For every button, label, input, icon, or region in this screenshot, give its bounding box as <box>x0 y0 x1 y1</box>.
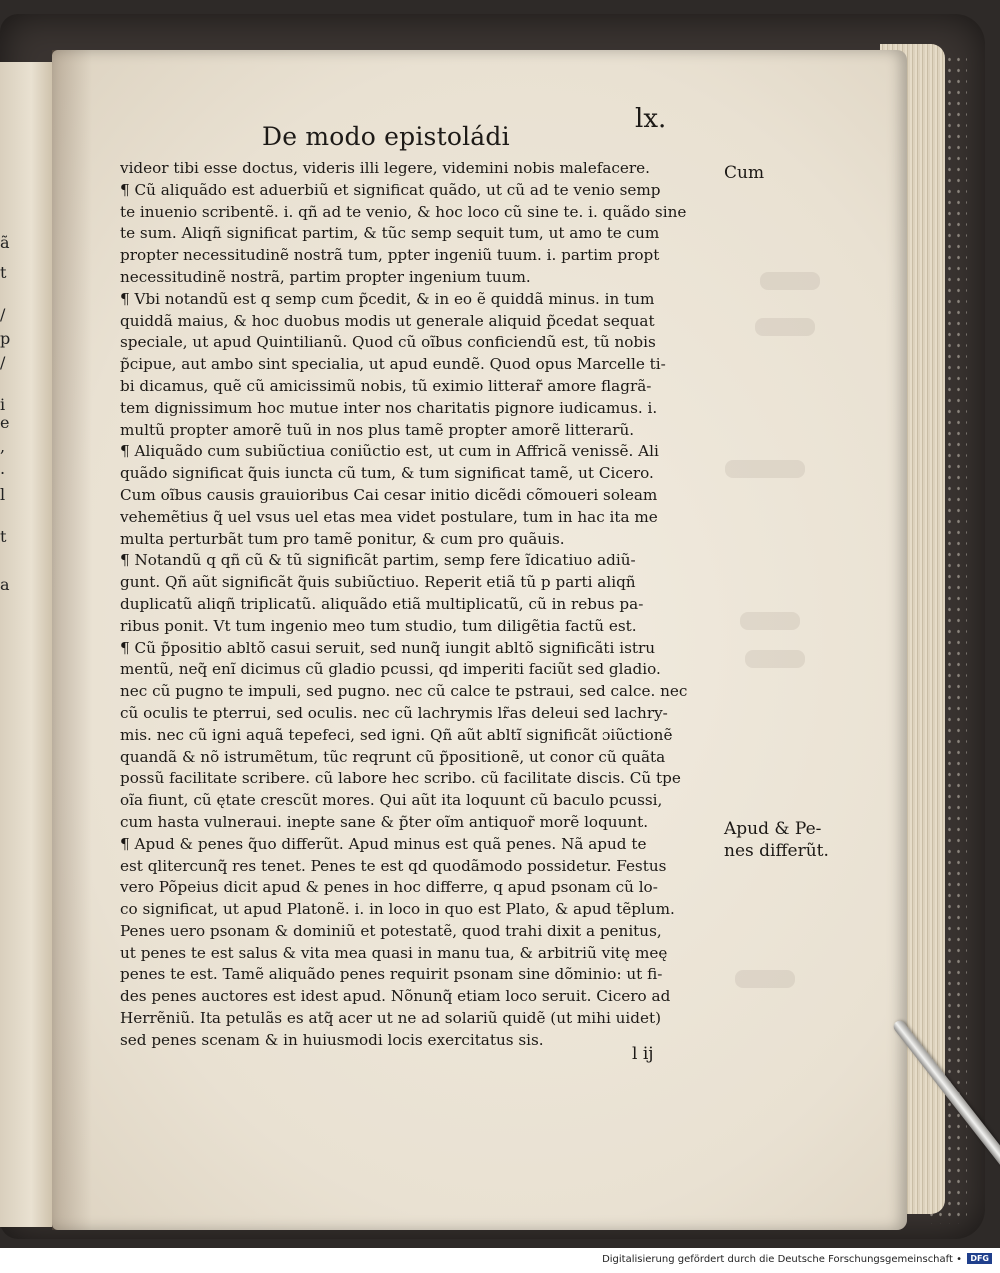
text-line: quiddã maius, & hoc duobus modis ut generale aliquid p̃cedat sequat <box>120 311 655 330</box>
left-page-fragment: e <box>0 413 10 432</box>
text-line: quandã & nõ istrumẽtum, tũc reqrunt cũ p̃positionẽ, ut conor cũ quãta <box>120 747 666 766</box>
margin-note-apud-penes-2: nes differũt. <box>724 841 829 861</box>
left-page-fragment: ã <box>0 233 10 252</box>
signature-mark: l ij <box>632 1044 654 1064</box>
show-through-ink <box>735 970 795 988</box>
text-line: multa perturbãt tum pro tamẽ ponitur, & cum pro quãuis. <box>120 529 565 548</box>
margin-note-apud-penes-1: Apud & Pe- <box>724 819 822 839</box>
text-line: est qlitercunq̃ res tenet. Penes te est qd quodãmodo possidetur. Festus <box>120 856 667 875</box>
text-line: videor tibi esse doctus, videris illi legere, videmini nobis malefacere. <box>120 159 650 177</box>
left-page-edge <box>0 62 52 1227</box>
dfg-logo: DFG <box>967 1253 992 1264</box>
text-line: duplicatũ aliqñ triplicatũ. aliquãdo etiã multiplicatũ, cũ in rebus pa- <box>120 594 644 613</box>
margin-note-cum: Cum <box>724 163 765 183</box>
text-line: cũ oculis te pterrui, sed oculis. nec cũ lachrymis lr̃as deleui sed lachry- <box>120 703 668 722</box>
text-line: p̃cipue, aut ambo sint specialia, ut apud eundẽ. Quod opus Marcelle ti- <box>120 355 666 374</box>
text-line: gunt. Qñ aũt significãt q̃uis subiũctiuo. Reperit etiã tũ p parti aliqñ <box>120 573 636 592</box>
text-line: te sum. Aliqñ significat partim, & tũc semp sequit tum, ut amo te cum <box>120 224 660 243</box>
text-line: nec cũ pugno te impuli, sed pugno. nec cũ calce te pstraui, sed calce. nec <box>120 682 688 701</box>
show-through-ink <box>725 460 805 478</box>
text-line: te inuenio scribentẽ. i. qñ ad te venio, & hoc loco cũ sine te. i. quãdo sine <box>120 202 687 221</box>
left-page-fragment: t <box>0 527 7 546</box>
left-page-fragment: / <box>0 305 6 324</box>
left-page-fragment: l <box>0 485 6 504</box>
text-line: ribus ponit. Vt tum ingenio meo tum studio, tum diligẽtia factũ est. <box>120 616 637 635</box>
show-through-ink <box>745 650 805 668</box>
text-line: ¶ Aliquãdo cum subiũctiua coniũctio est, ut cum in Affricã venissẽ. Ali <box>120 442 659 461</box>
text-line: Cum oĩbus causis grauioribus Cai cesar initio dicẽdi cõmoueri soleam <box>120 485 658 504</box>
footer-bar <box>0 1248 1000 1273</box>
text-line: propter necessitudinẽ nostrã tum, ppter ingeniũ tuum. i. partim propt <box>120 246 660 265</box>
text-line: oĩa fiunt, cũ ętate crescũt mores. Qui aũt ita loquunt cũ baculo pcussi, <box>120 791 663 810</box>
left-page-fragment: a <box>0 575 10 594</box>
left-page-fragment: / <box>0 353 6 372</box>
text-line: multũ propter amorẽ tuũ in nos plus tamẽ propter amorẽ litterarũ. <box>120 420 635 439</box>
show-through-ink <box>760 272 820 290</box>
text-line: tem dignissimum hoc mutue inter nos charitatis pignore iudicamus. i. <box>120 398 658 417</box>
running-head: De modo epistoládi <box>262 122 510 151</box>
body-text <box>120 158 710 1052</box>
left-page-fragment: i <box>0 395 6 414</box>
show-through-ink <box>740 612 800 630</box>
text-line: mentũ, neq̃ enĩ dicimus cũ gladio pcussi, qd imperiti faciũt sed gladio. <box>120 660 661 679</box>
text-line: Penes uero psonam & dominiũ et potestatẽ, quod trahi dixit a penitus, <box>120 921 662 940</box>
text-line: vero Põpeius dicit apud & penes in hoc differre, q apud psonam cũ lo- <box>120 878 658 897</box>
text-line: mis. nec cũ igni aquã tepefeci, sed igni. Qñ aũt abltĩ significãt ɔiũctionẽ <box>120 725 673 744</box>
text-line: cum hasta vulneraui. inepte sane & p̃ter oĩm antiquor̃ morẽ loquunt. <box>120 812 649 831</box>
text-line: penes te est. Tamẽ aliquãdo penes requirit psonam sine dõminio: ut fi- <box>120 965 663 984</box>
text-line: des penes auctores est idest apud. Nõnunq̃ etiam loco seruit. Cicero ad <box>120 987 671 1006</box>
text-line: ¶ Cũ aliquãdo est aduerbiũ et significat quãdo, ut cũ ad te venio semp <box>120 180 661 199</box>
text-line: bi dicamus, quẽ cũ amicissimũ nobis, tũ eximio litterar̃ amore flagrã- <box>120 376 652 395</box>
left-page-fragment: p <box>0 329 11 348</box>
folio-number: lx. <box>635 104 667 134</box>
text-line: vehemẽtius q̃ uel vsus uel etas mea videt postulare, tum in hac ita me <box>120 507 658 526</box>
left-page-fragment: . <box>0 459 6 478</box>
left-page-fragment: t <box>0 263 7 282</box>
footer-credit: Digitalisierung gefördert durch die Deutsche Forschungsgemeinschaft • <box>602 1254 962 1265</box>
text-line: Herrẽniũ. Ita petulãs es atq̃ acer ut ne ad solariũ quidẽ (ut mihi uidet) <box>120 1009 662 1028</box>
text-line: sed penes scenam & in huiusmodi locis exercitatus sis. <box>120 1030 544 1049</box>
text-line: ut penes te est salus & vita mea quasi in manu tua, & arbitriũ vitę meę <box>120 943 668 962</box>
gutter-shadow <box>52 50 92 1230</box>
text-line: ¶ Cũ p̃positio abltõ casui seruit, sed nunq̃ iungit abltõ significãti istru <box>120 638 656 657</box>
text-line: quãdo significat q̃uis iuncta cũ tum, & tum significat tamẽ, ut Cicero. <box>120 464 654 483</box>
text-line: speciale, ut apud Quintilianũ. Quod cũ oĩbus conficiendũ est, tũ nobis <box>120 333 656 352</box>
text-line: co significat, ut apud Platonẽ. i. in loco in quo est Plato, & apud tẽplum. <box>120 900 675 919</box>
text-line: ¶ Notandũ q qñ cũ & tũ significãt partim, semp fere ĩdicatiuo adiũ- <box>120 551 636 570</box>
text-line: necessitudinẽ nostrã, partim propter ingenium tuum. <box>120 267 531 286</box>
show-through-ink <box>755 318 815 336</box>
text-line: possũ facilitate scribere. cũ labore hec scribo. cũ facilitate discis. Cũ tpe <box>120 769 681 788</box>
text-line: ¶ Vbi notandũ est q semp cum p̃cedit, & in eo ẽ quiddã minus. in tum <box>120 289 655 308</box>
left-page-fragment: , <box>0 437 6 456</box>
text-line: ¶ Apud & penes q̃uo differũt. Apud minus est quã penes. Nã apud te <box>120 834 647 853</box>
